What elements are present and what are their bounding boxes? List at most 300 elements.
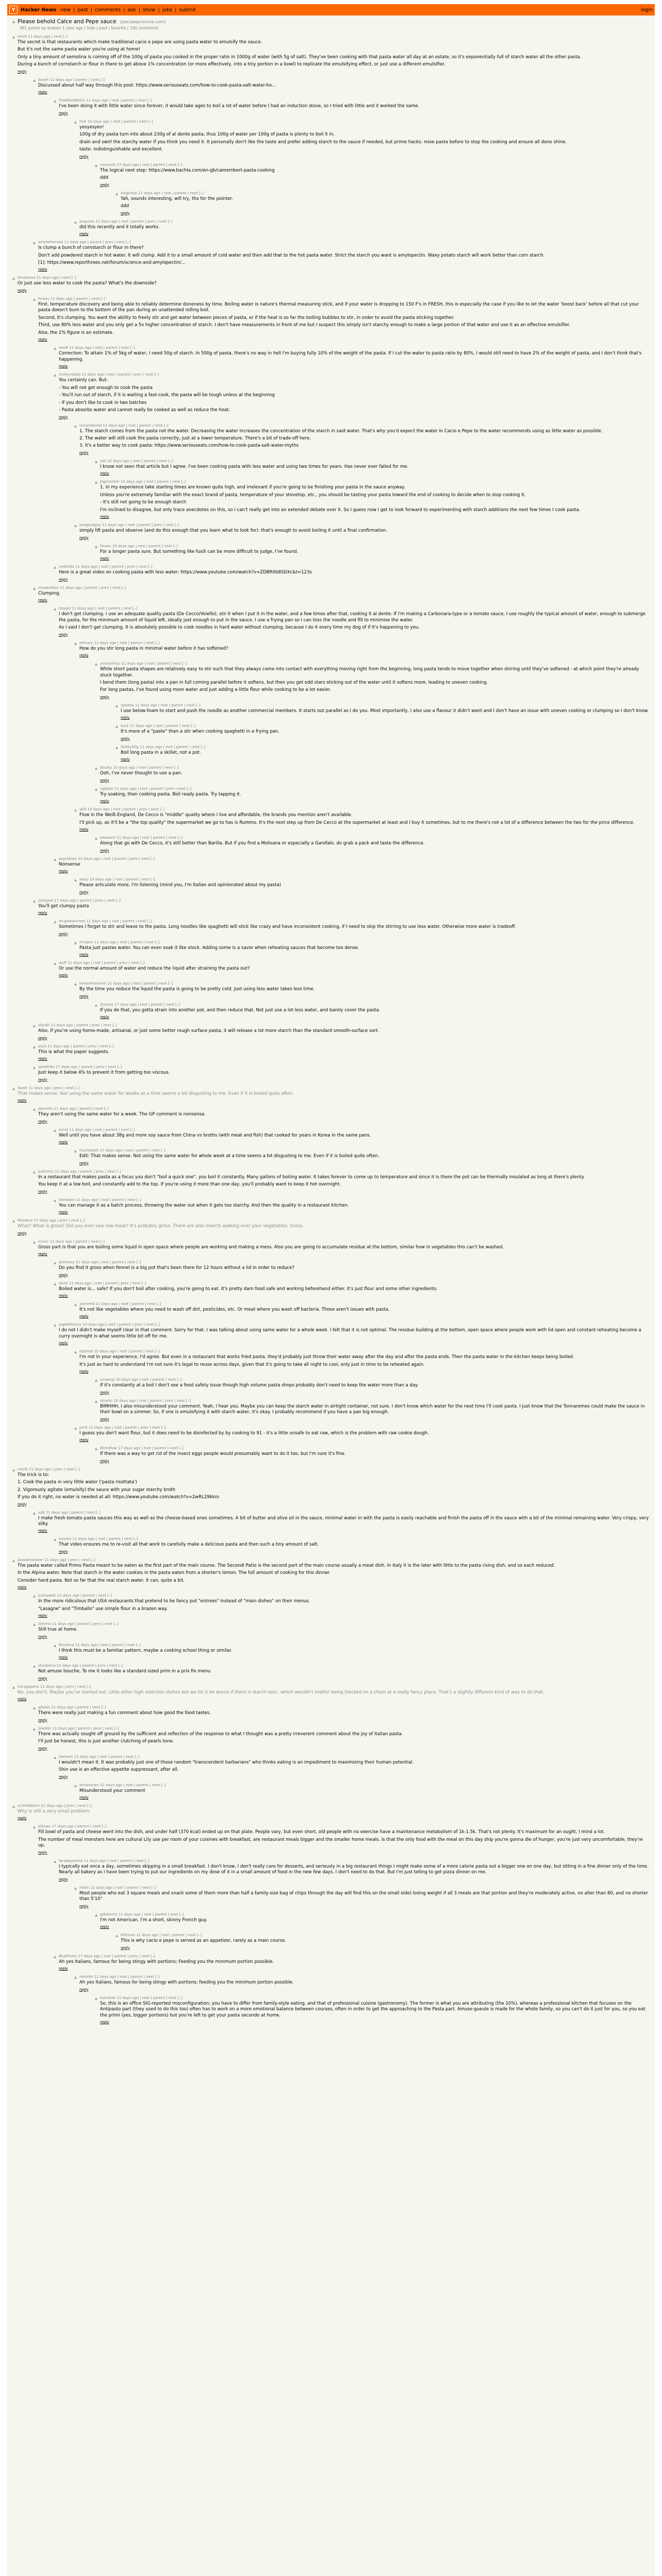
comment-paragraph: I'm inclined to disagree, but only trace anecdotes on this, so I can't really get into an extended debate over it. So I guess now I get to look forward to experimenting with starch additions the next few times I cook pasta. — [100, 507, 581, 513]
comment-header[interactable]: kilthiast 11 days ago | root | parent | next [–] — [121, 1933, 202, 1938]
comment-text — [79, 1980, 650, 1986]
comment-text — [18, 40, 650, 68]
comment-body — [18, 1086, 650, 1103]
comment-header[interactable]: dasgol 11 days ago | root | parent | next [–] — [59, 606, 138, 611]
comment-upvote-icon[interactable]: ▲ — [95, 1447, 97, 1451]
comment-upvote-icon[interactable]: ▲ — [115, 703, 118, 708]
comment-upvote-icon[interactable]: ▲ — [33, 1107, 36, 1112]
comment-header[interactable]: faradaypants 11 days ago | root | parent | next [–] — [59, 1858, 150, 1863]
comment-body — [79, 1886, 650, 1908]
comment-upvote-icon[interactable]: ▲ — [74, 1350, 77, 1354]
comment-body — [100, 480, 650, 519]
comment-upvote-icon[interactable]: ▲ — [54, 99, 56, 104]
site-title[interactable]: Hacker News — [21, 7, 57, 13]
reply-link[interactable]: reply — [100, 778, 109, 783]
comment-upvote-icon[interactable]: ▲ — [54, 373, 56, 378]
comment — [115, 745, 650, 761]
reply-link[interactable]: reply — [100, 556, 109, 561]
comment-header[interactable]: smazuyl 10 days ago | root | parent | next [–] — [100, 1378, 182, 1382]
comment-upvote-icon[interactable]: ▲ — [33, 1825, 36, 1829]
comment-text — [38, 245, 650, 266]
comment-upvote-icon[interactable]: ▲ — [74, 878, 77, 883]
reply-link[interactable]: reply — [38, 1746, 47, 1751]
reply-link[interactable]: reply — [18, 1098, 27, 1103]
comment-header[interactable]: slackh 11 days ago | parent | prev | next [–] — [38, 1023, 118, 1028]
comment-upvote-icon[interactable]: ▲ — [33, 1664, 36, 1669]
comment-header[interactable]: fun1 11 days ago | root | parent | next [–] — [121, 724, 196, 728]
reply-link[interactable]: reply — [79, 890, 89, 894]
comment-header[interactable]: ameletherans 11 days ago | parent | prev | next [–] — [38, 240, 131, 245]
comment-upvote-icon[interactable]: ▲ — [54, 1537, 56, 1542]
comment-paragraph: [1]: https://www.reporthroes.net/forum/science-and-amylopectin/... — [38, 260, 186, 265]
comment-upvote-icon[interactable]: ▲ — [33, 1170, 36, 1174]
comment-upvote-icon[interactable]: ▲ — [115, 191, 118, 196]
reply-link[interactable]: reply — [38, 1189, 47, 1194]
comment-upvote-icon[interactable]: ▲ — [95, 662, 97, 667]
reply-link[interactable]: reply — [38, 90, 47, 95]
nav-link-submit[interactable]: submit — [179, 7, 196, 13]
comment-upvote-icon[interactable]: ▲ — [74, 120, 77, 124]
comment-header[interactable]: StinkyStig 11 days ago | root | parent | next [–] — [121, 744, 206, 749]
comment-upvote-icon[interactable]: ▲ — [33, 899, 36, 903]
comment-text — [79, 987, 650, 992]
reply-link[interactable]: reply — [59, 931, 68, 936]
comment-header[interactable]: jtearh 11 days ago | parent | next [–] — [38, 77, 105, 82]
comment-header[interactable]: gdelmont 11 days ago | root | parent | next [–] — [100, 1912, 184, 1917]
reply-link[interactable]: reply — [59, 111, 68, 115]
comment-upvote-icon[interactable]: ▲ — [54, 1128, 56, 1132]
comment-paragraph: ddd — [100, 175, 109, 181]
reply-link[interactable]: reply — [100, 1925, 109, 1929]
reply-link[interactable]: reply — [38, 1850, 47, 1855]
comment — [33, 1511, 650, 1533]
comment-header[interactable]: platypet 17 days ago | parent | prev | next [–] — [38, 898, 121, 903]
comment-text — [59, 1203, 650, 1209]
comment-header[interactable]: Iconic 11 days ago | parent | next [–] — [38, 1239, 105, 1244]
comment-upvote-icon[interactable]: ▲ — [12, 1804, 15, 1808]
comment-paragraph: did this recently and it totally works. — [79, 224, 160, 230]
comment-upvote-icon[interactable]: ▲ — [74, 641, 77, 646]
reply-link[interactable]: reply — [59, 1341, 68, 1346]
reply-link[interactable]: reply — [59, 415, 68, 419]
reply-link[interactable]: reply — [38, 1529, 47, 1533]
comment-header[interactable]: mcgowanrnew 11 days ago | root | parent | next [–] — [59, 919, 152, 924]
comment-header[interactable]: stravin 10 days ago | root | parent | prev | next [–] — [100, 1398, 191, 1403]
comment-upvote-icon[interactable]: ▲ — [95, 480, 97, 485]
login-link[interactable]: login — [640, 7, 653, 13]
comment-upvote-icon[interactable]: ▲ — [115, 724, 118, 729]
comment-header[interactable]: yvoulvinicz 11 days ago | root | parent | next [–] — [100, 662, 187, 666]
comment-header[interactable]: lambert 11 days ago | root | parent | next [–] — [59, 1754, 140, 1759]
comment-upvote-icon[interactable]: ▲ — [54, 857, 56, 861]
comment-header[interactable]: gibzon 11 days ago | parent | next [–] — [38, 1705, 106, 1710]
comment-upvote-icon[interactable]: ▲ — [95, 1996, 97, 2001]
comment — [95, 1996, 650, 2024]
reply-link[interactable]: reply — [38, 598, 47, 603]
comment-upvote-icon[interactable]: ▲ — [74, 1426, 77, 1430]
nav-link-past[interactable]: past — [77, 7, 88, 13]
comment — [54, 1198, 650, 1214]
reply-link[interactable]: reply — [38, 1634, 47, 1639]
comment-header[interactable]: miragepeco 11 days ago | prev | next [–] — [18, 1684, 91, 1689]
comment-upvote-icon[interactable]: ▲ — [54, 565, 56, 570]
comment-header[interactable]: JasonHo 11 days ago | parent | next [–] — [38, 1107, 109, 1111]
comment-upvote-icon[interactable]: ▲ — [12, 1086, 15, 1091]
reply-link[interactable]: reply — [79, 154, 89, 159]
comment-paragraph: By the time you reduce the liquid the pasta is going to be pretty cold. Just using less water takes less time. — [79, 987, 315, 992]
comment-upvote-icon[interactable]: ▲ — [12, 1558, 15, 1563]
comment-upvote-icon[interactable]: ▲ — [33, 1240, 36, 1244]
reply-link[interactable]: reply — [18, 1585, 27, 1590]
comment-header[interactable]: tijerina 11 days ago | parent | prev | next [–] — [38, 1622, 119, 1626]
reply-link[interactable]: reply — [38, 1057, 47, 1061]
comment-upvote-icon[interactable]: ▲ — [54, 1859, 56, 1863]
reply-link[interactable]: reply — [59, 1273, 68, 1277]
comment-header[interactable]: maxwellion 11 days ago | parent | prev | next [–] — [38, 585, 126, 590]
reply-link[interactable]: reply — [38, 1718, 47, 1722]
story-title[interactable]: Please behold Calce and Pepe sauce — [18, 19, 117, 25]
reply-link[interactable]: reply — [79, 1987, 89, 1992]
comment-text — [18, 1472, 650, 1501]
comment-header[interactable]: jeweler 11 days ago | parent | prev | next [–] — [38, 1726, 119, 1731]
reply-link[interactable]: reply — [59, 577, 68, 582]
comment-header[interactable]: jhgnnsrbm 10 days ago | root | parent | next [–] — [100, 480, 186, 484]
comment-header[interactable]: ajoseta 11 days ago | root | parent | next [–] — [121, 703, 201, 707]
comment-upvote-icon[interactable]: ▲ — [74, 808, 77, 812]
reply-link[interactable]: reply — [79, 1314, 89, 1319]
reply-link[interactable]: reply — [100, 848, 109, 853]
comment-header[interactable]: BluePrints 17 days ago | root | parent | prev | next [–] — [59, 1954, 155, 1958]
comment-upvote-icon[interactable]: ▲ — [54, 1755, 56, 1759]
comment-upvote-icon[interactable]: ▲ — [33, 1024, 36, 1028]
comment-upvote-icon[interactable]: ▲ — [12, 1685, 15, 1689]
reply-link[interactable]: reply — [79, 827, 89, 832]
reply-link[interactable]: reply — [38, 1614, 47, 1618]
reply-link[interactable]: reply — [79, 450, 89, 455]
comment-header[interactable]: holt 10 days ago | root | parent | next [–] — [79, 119, 153, 124]
reply-link[interactable]: reply — [59, 1774, 68, 1779]
hn-logo-icon[interactable]: Y — [9, 6, 18, 14]
reply-link[interactable]: reply — [18, 288, 27, 293]
reply-link[interactable]: reply — [121, 716, 130, 720]
reply-link[interactable]: reply — [100, 1390, 109, 1395]
comment-header[interactable]: reedf 11 days ago | root | parent | next [–] — [59, 346, 135, 350]
reply-link[interactable]: reply — [100, 471, 109, 476]
comment — [54, 372, 650, 419]
comment-upvote-icon[interactable]: ▲ — [95, 459, 97, 464]
comment-body — [79, 523, 650, 539]
comment-header[interactable]: dlirtoflow 17 days ago | root | parent | next [–] — [100, 1446, 184, 1451]
comment-header[interactable]: jcorlawski 11 days ago | parent | next [–] — [38, 1594, 112, 1598]
comment-upvote-icon[interactable]: ▲ — [74, 219, 77, 224]
comment-header[interactable]: elbows 17 days ago | parent | next [–] — [38, 1824, 107, 1829]
reply-link[interactable]: reply — [38, 1077, 47, 1082]
upvote-icon[interactable]: ▲ — [12, 20, 15, 24]
comment-paragraph: Well until you have about 38g and more soy sauce from China vs broths (with meat and fish) that cooked for years in Korea in the same pans. — [59, 1132, 371, 1138]
nav-link-comments[interactable]: comments — [95, 7, 121, 13]
comment-header[interactable]: elpintol 10 days ago | root | parent | next [–] — [79, 1349, 160, 1354]
comment-upvote-icon[interactable]: ▲ — [95, 1912, 97, 1917]
comment-header[interactable]: schmidtleon 11 days ago | prev | next [–] — [18, 1803, 92, 1808]
reply-link[interactable]: reply — [79, 994, 89, 998]
comment-upvote-icon[interactable]: ▲ — [54, 961, 56, 965]
comment-header[interactable]: willi 10 days ago | root | parent | prev | next [–] — [79, 807, 165, 812]
reply-link[interactable]: reply — [100, 1417, 109, 1421]
comment-upvote-icon[interactable]: ▲ — [74, 940, 77, 945]
comment-header[interactable]: alvis 11 days ago | parent | prev | next [–] — [38, 1044, 114, 1048]
comment-header[interactable]: ptomasy 11 days ago | root | parent | next [–] — [59, 1260, 141, 1265]
comment-header[interactable]: coryvoiti 17 days ago | root | parent | next [–] — [100, 162, 183, 167]
comment-upvote-icon[interactable]: ▲ — [95, 1003, 97, 1007]
comment-header[interactable]: hmorahmarinn 11 days ago | root | parent | next [–] — [79, 981, 173, 986]
reply-link[interactable]: reply — [121, 757, 130, 762]
comment-upvote-icon[interactable]: ▲ — [33, 1594, 36, 1599]
reply-link[interactable]: reply — [59, 869, 68, 874]
reply-link[interactable]: reply — [18, 1502, 27, 1506]
reply-link[interactable]: reply — [79, 1438, 89, 1443]
reply-link[interactable]: reply — [18, 1816, 27, 1821]
comment-upvote-icon[interactable]: ▲ — [115, 745, 118, 750]
comment-header[interactable]: wuff 11 days ago | root | parent | prev | next [–] — [59, 961, 145, 965]
comment-header[interactable]: stivaliena 11 days ago | parent | prev | next [–] — [38, 1664, 123, 1668]
comment-upvote-icon[interactable]: ▲ — [54, 1643, 56, 1648]
comment-header[interactable]: hnaav 11 days ago | parent | next [–] — [38, 296, 105, 301]
comment-body — [38, 1170, 650, 1194]
comment-upvote-icon[interactable]: ▲ — [33, 1726, 36, 1731]
comment-header[interactable]: minpen 11 days ago | root | parent | next [–] — [79, 940, 160, 944]
reply-link[interactable]: reply — [100, 1015, 109, 1020]
comment-header[interactable]: ecrat 11 days ago | root | parent | next [–] — [59, 1127, 135, 1132]
comment-header[interactable]: cmrlb 11 days ago | prev | next [–] — [18, 1467, 80, 1471]
comment-upvote-icon[interactable]: ▲ — [74, 1886, 77, 1890]
comment-header[interactable]: neekirbs 11 days ago | root | parent | prev | next [–] — [59, 565, 153, 569]
comment-text — [59, 966, 650, 972]
comment-upvote-icon[interactable]: ▲ — [12, 1219, 15, 1224]
comment-body — [59, 606, 650, 636]
nav-link-ask[interactable]: ask — [127, 7, 136, 13]
comment-upvote-icon[interactable]: ▲ — [54, 346, 56, 351]
comment-text — [38, 302, 650, 336]
reply-link[interactable]: reply — [38, 267, 47, 272]
reply-link[interactable]: reply — [59, 1293, 68, 1298]
reply-link[interactable]: reply — [100, 182, 109, 187]
comment — [33, 1170, 650, 1194]
comment-header[interactable]: Zonasa 17 days ago | root | parent | next [–] — [100, 1002, 180, 1007]
comment-upvote-icon[interactable]: ▲ — [12, 35, 15, 39]
comment-header[interactable]: jvgeitthenny 10 days ago | root | parent | prev | next [–] — [59, 1323, 160, 1327]
comment-upvote-icon[interactable]: ▲ — [33, 78, 36, 82]
reply-link[interactable]: reply — [59, 1549, 68, 1554]
comment-header[interactable]: nailin 11 days ago | root | parent | next [–] — [79, 1885, 156, 1890]
comment-header[interactable]: soli 10 days ago | root | parent | next [–] — [100, 459, 173, 463]
comment-upvote-icon[interactable]: ▲ — [74, 982, 77, 987]
comment-text — [100, 464, 650, 470]
comment-header[interactable]: ellmary 11 days ago | root | parent | next [–] — [79, 640, 160, 645]
comment-upvote-icon[interactable]: ▲ — [95, 787, 97, 791]
comment — [74, 641, 650, 657]
comment-body — [38, 240, 650, 272]
comment-header[interactable]: hnaav 10 days ago | root | parent | next [–] — [100, 544, 178, 548]
nav-link-new[interactable]: new — [60, 7, 71, 13]
comment-header[interactable]: fructsealet 17 days ago | root | parent | next [–] — [79, 1148, 166, 1153]
comment-upvote-icon[interactable]: ▲ — [54, 607, 56, 612]
comment-upvote-icon[interactable]: ▲ — [74, 1975, 77, 1980]
reply-link[interactable]: reply — [18, 1697, 27, 1702]
reply-link[interactable]: reply — [121, 1945, 130, 1950]
comment-upvote-icon[interactable]: ▲ — [115, 1934, 118, 1938]
comment-header[interactable]: spyctlines 10 days ago | root | parent | prev | next [–] — [59, 856, 155, 861]
comment-paragraph: - Pasta absorbs water and cannot really be cooked as well as reduce the heat. — [59, 408, 230, 413]
comment-paragraph: What? What is gross? Did you ever saw raw meat? It's probably gross. There are also insects walking over your vegetables. Gross. — [18, 1224, 304, 1229]
comment-header[interactable]: Rhodora 17 days ago | prev | next [–] — [18, 1218, 85, 1223]
comment-paragraph: If you do it right, no water is needed at all: https://www.youtube.com/watch?v=2wRL29kkro — [18, 1495, 219, 1500]
comment-header[interactable]: azewhite 17 days ago | parent | prev | next [–] — [38, 1065, 122, 1070]
comment-header[interactable]: omgbudguy 11 days ago | root | parent | prev | next [–] — [79, 523, 179, 528]
reply-link[interactable]: reply — [79, 653, 89, 658]
comment-header[interactable]: kinginloo 11 days ago | root | parent | next [–] — [121, 191, 204, 195]
reply-link[interactable]: reply — [59, 632, 68, 637]
comment-upvote-icon[interactable]: ▲ — [33, 1044, 36, 1049]
comment-upvote-icon[interactable]: ▲ — [74, 1149, 77, 1154]
comment-header[interactable]: warp 10 days ago | root | parent | next [–] — [79, 877, 155, 882]
comment-upvote-icon[interactable]: ▲ — [54, 1198, 56, 1202]
reply-link[interactable]: reply — [38, 1119, 47, 1124]
reply-link[interactable]: reply — [100, 2020, 109, 2024]
comment-header[interactable]: pmh 11 days ago | root | parent | prev | next [–] — [79, 1425, 166, 1430]
comment-text — [79, 883, 650, 888]
comment-header[interactable]: dsmbaro 11 days ago | root | parent | next [–] — [59, 1197, 141, 1202]
comment-upvote-icon[interactable]: ▲ — [54, 920, 56, 924]
comment-paragraph: Discussed about half way through this post: https://www.seriouseats.com/how-to-cook-pasta-salt-water-ho... — [38, 82, 276, 88]
reply-link[interactable]: reply — [79, 232, 89, 236]
reply-link[interactable]: reply — [79, 1369, 89, 1374]
comment-body — [59, 1859, 650, 1882]
comment-body — [18, 1804, 650, 1820]
reply-link[interactable]: reply — [79, 953, 89, 957]
comment-paragraph: Also, if you're using home-made, artisanal, or just some better rough surface pasta, it will release a lot more starch than the standard smooth-surface sort. — [38, 1028, 379, 1034]
comment-header[interactable]: mollycrespo 11 days ago | root | parent | prev | next [–] — [59, 372, 159, 377]
comment-upvote-icon[interactable]: ▲ — [95, 544, 97, 549]
reply-link[interactable]: reply — [38, 1252, 47, 1257]
comment-header[interactable]: hmoldn 11 days ago | root | parent | next [–] — [79, 1975, 160, 1979]
reply-link[interactable]: reply — [79, 1795, 89, 1800]
comment-header[interactable]: ment 11 days ago | next [–] — [18, 35, 68, 39]
comment-upvote-icon[interactable]: ▲ — [95, 1399, 97, 1403]
reply-link[interactable]: reply — [59, 364, 68, 369]
reply-link[interactable]: reply — [100, 799, 109, 804]
reply-link[interactable]: reply — [38, 337, 47, 342]
comment-upvote-icon[interactable]: ▲ — [12, 1467, 15, 1472]
comment-header[interactable]: patteron 11 days ago | parent | prev | next [–] — [38, 1169, 121, 1174]
comment-upvote-icon[interactable]: ▲ — [54, 1261, 56, 1265]
comment-header[interactable]: foosh 11 days ago | prev | next [–] — [18, 1086, 80, 1090]
comment-header[interactable]: Rhodora 11 days ago | root | parent | next [–] — [59, 1642, 141, 1647]
comment-header[interactable]: TheMostWelch 11 days ago | root | parent | next [–] — [59, 98, 152, 103]
comment-upvote-icon[interactable]: ▲ — [33, 1706, 36, 1710]
reply-link[interactable]: reply — [38, 1036, 47, 1040]
comment-upvote-icon[interactable]: ▲ — [33, 1065, 36, 1070]
nav-link-show[interactable]: show — [142, 7, 156, 13]
comment-header[interactable]: uglpole 11 days ago | root | parent | prev | next [–] — [100, 786, 192, 791]
story-domain[interactable]: (piecakepromise.com) — [120, 20, 166, 24]
reply-link[interactable]: reply — [18, 1231, 27, 1235]
reply-link[interactable]: reply — [59, 973, 68, 978]
reply-link[interactable]: reply — [79, 535, 89, 540]
reply-link[interactable]: reply — [121, 736, 130, 741]
comment-upvote-icon[interactable]: ▲ — [95, 836, 97, 841]
reply-link[interactable]: reply — [18, 69, 27, 74]
reply-link[interactable]: reply — [79, 1161, 89, 1165]
comment-text — [38, 1732, 650, 1745]
comment-header[interactable]: pleasant 11 days ago | root | parent | next [–] — [100, 836, 183, 840]
reply-link[interactable]: reply — [100, 694, 109, 699]
comment-text — [100, 1404, 650, 1416]
comment-body — [100, 544, 650, 561]
comment-upvote-icon[interactable]: ▲ — [54, 1281, 56, 1286]
reply-link[interactable]: reply — [38, 1676, 47, 1681]
reply-link[interactable]: reply — [100, 1459, 109, 1463]
comment-upvote-icon[interactable]: ▲ — [74, 1302, 77, 1307]
reply-link[interactable]: reply — [59, 1140, 68, 1145]
reply-link[interactable]: reply — [38, 911, 47, 916]
comment-header[interactable]: akirb 11 days ago | root | parent | prev | next [–] — [59, 1281, 146, 1285]
comment-header[interactable]: kumikito 11 days ago | root | parent | next [–] — [100, 1995, 183, 2000]
comment-header[interactable]: drnohnnen 11 days ago | root | parent | next [–] — [79, 1783, 166, 1787]
reply-link[interactable]: reply — [59, 1210, 68, 1215]
comment-upvote-icon[interactable]: ▲ — [95, 1378, 97, 1383]
comment-body — [100, 1003, 650, 1019]
comment-text — [121, 729, 650, 735]
comment-header[interactable]: zsuprais 11 days ago | root | parent | prev | next [–] — [79, 219, 173, 224]
reply-link[interactable]: reply — [59, 1967, 68, 1971]
comment-header[interactable]: dmamusa 11 days ago | next [–] — [18, 276, 76, 280]
reply-link[interactable]: reply — [121, 211, 130, 215]
comment-upvote-icon[interactable]: ▲ — [54, 1954, 56, 1959]
comment-upvote-icon[interactable]: ▲ — [33, 241, 36, 245]
comment-header[interactable]: moulm 11 days ago | root | parent | next [–] — [59, 1537, 138, 1541]
comment-paragraph: I wouldn't mean it. It was probably just one of those random "transcendent barbarians" who thinks eating is an impediment to maximizing their human potential. — [59, 1759, 414, 1765]
comment-upvote-icon[interactable]: ▲ — [74, 523, 77, 528]
comment-text — [100, 667, 650, 693]
comment-upvote-icon[interactable]: ▲ — [33, 1622, 36, 1627]
story-subtext: 481 points by shaken 1 year ago | hide | past | favorite | 330 comments — [20, 26, 159, 30]
comment-text — [100, 1451, 650, 1457]
comment-header[interactable]: adlj 11 days ago | parent | next [–] — [38, 1510, 101, 1515]
comment-header[interactable]: bhutta 10 days ago | root | parent | next [–] — [100, 766, 179, 770]
comment-body — [79, 940, 650, 957]
comment-upvote-icon[interactable]: ▲ — [95, 766, 97, 771]
comment-upvote-icon[interactable]: ▲ — [33, 1511, 36, 1515]
nav-link-jobs[interactable]: jobs — [162, 7, 173, 13]
comment-upvote-icon[interactable]: ▲ — [74, 1783, 77, 1788]
nav-separator: | — [137, 7, 142, 13]
reply-link[interactable]: reply — [100, 515, 109, 519]
comment-header[interactable]: yomrmd 11 days ago | root | parent | next [–] — [79, 1301, 161, 1306]
comment-upvote-icon[interactable]: ▲ — [74, 423, 77, 428]
comment-upvote-icon[interactable]: ▲ — [33, 297, 36, 301]
comment-upvote-icon[interactable]: ▲ — [12, 276, 15, 281]
reply-link[interactable]: reply — [79, 1904, 89, 1908]
comment-upvote-icon[interactable]: ▲ — [95, 163, 97, 167]
comment-paragraph: Ooh, I've never thought to use a pan. — [100, 771, 183, 776]
reply-link[interactable]: reply — [59, 1655, 68, 1660]
comment-upvote-icon[interactable]: ▲ — [54, 1323, 56, 1328]
comment-header[interactable]: oceanbound 11 days ago | root | parent | next [–] — [79, 423, 169, 428]
comment-upvote-icon[interactable]: ▲ — [33, 586, 36, 590]
comment-body — [59, 961, 650, 977]
comment-header[interactable]: jbouwmeester 11 days ago | prev | next [–] — [18, 1557, 95, 1562]
reply-link[interactable]: reply — [59, 1877, 68, 1882]
